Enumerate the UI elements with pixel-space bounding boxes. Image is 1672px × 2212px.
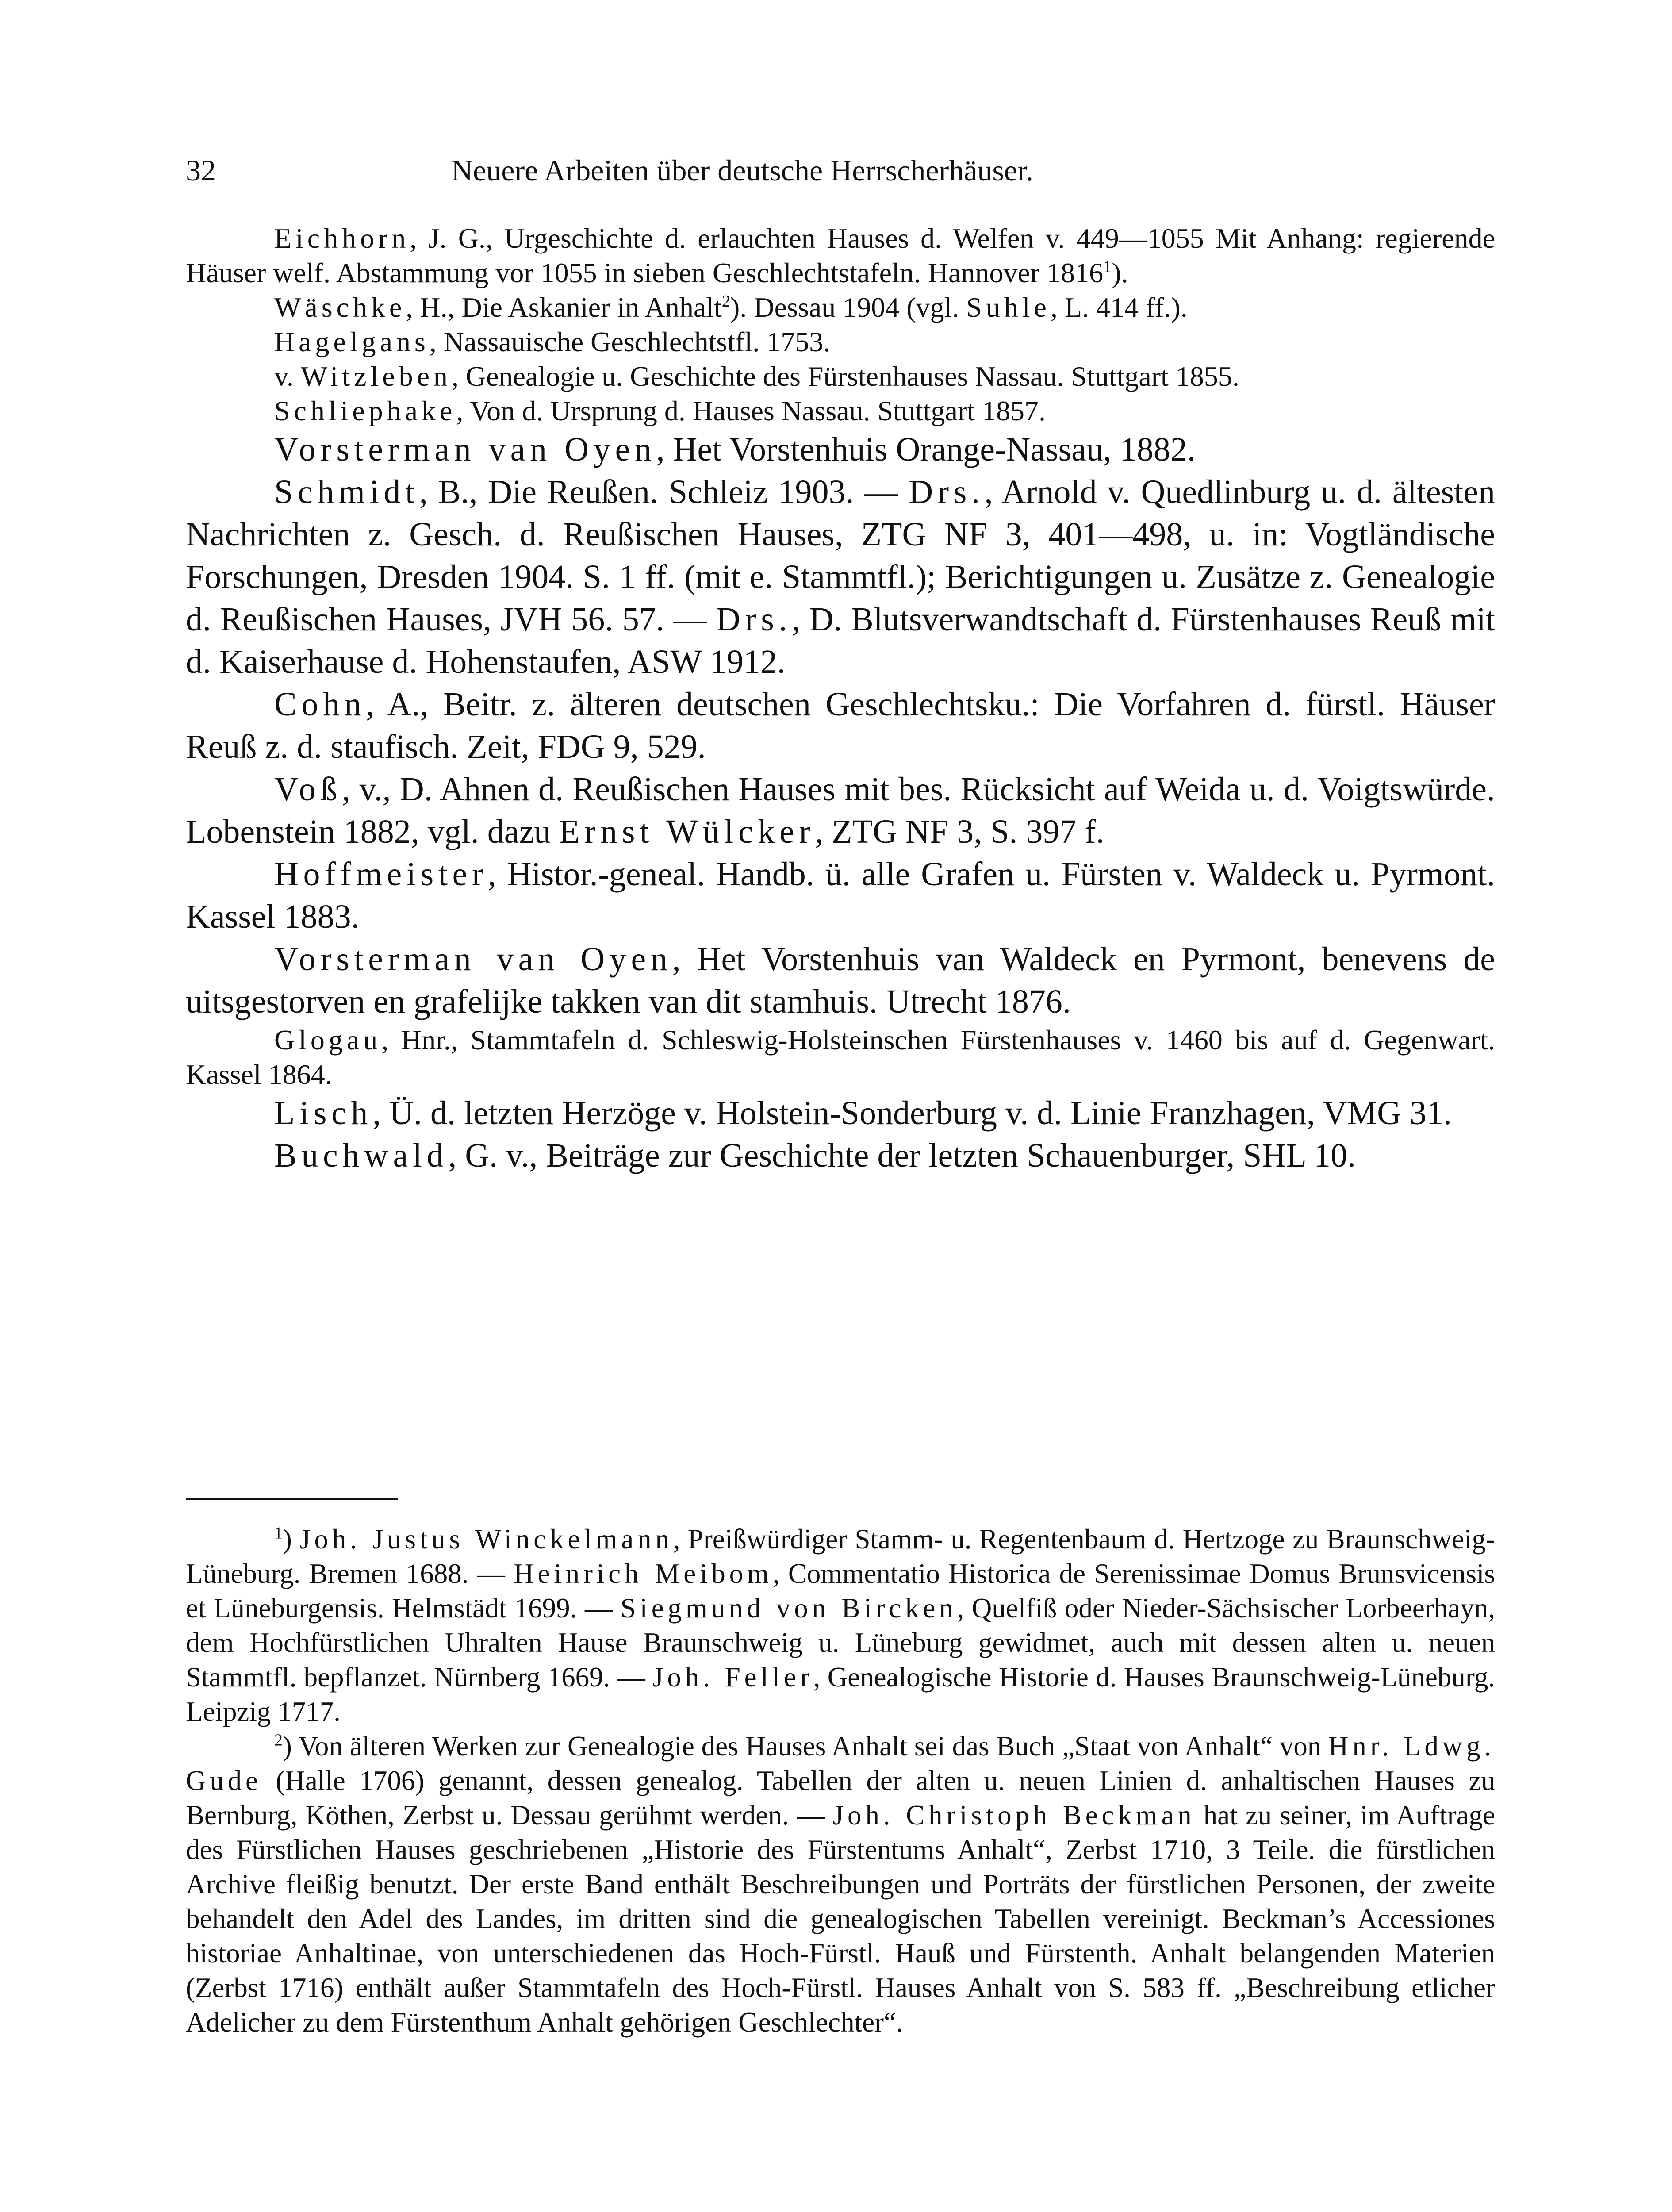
bibliography-entry — [186, 359, 1495, 394]
author-name: Hagelgans — [274, 326, 430, 357]
bibliography-entry — [186, 1023, 1495, 1092]
author-name: Hnr. Ldwg. Gude — [186, 1731, 1495, 1796]
author-name: Drs. — [909, 473, 985, 511]
bibliography-entry — [186, 471, 1495, 683]
footnote-marker: 2 — [274, 1731, 283, 1750]
footnote-text: , Quelfiß oder Nieder-Sächsischer Lorbeerhayn, dem Hochfürstlichen Uhralten Hause Braunschweig u. Lüneburg gewidmet, auch mit dessen alten u. neuen Stammtfl. bepflanzet. Nürnberg 1669. — — [186, 1593, 1495, 1693]
entry-text: , Histor.-geneal. Handb. ü. alle Grafen u. Fürsten v. Waldeck u. Pyrmont. Kassel 1883. — [186, 856, 1495, 935]
entry-text: , Het Vorstenhuis van Waldeck en Pyrmont, benevens de uitsgestorven en grafelijke takken van dit stamhuis. Utrecht 1876. — [186, 941, 1495, 1020]
author-name: Eichhorn — [274, 223, 410, 254]
entry-text: , v., D. Ahnen d. Reußischen Hauses mit bes. Rücksicht auf Weida u. d. Voigtswürde. Lobenstein 1882, vgl. dazu — [186, 771, 1495, 850]
entry-text: , Arnold v. Quedlinburg u. d. ältesten Nachrichten z. Gesch. d. Reußischen Hauses, ZTG NF 3, 401—498, u. in: Vogtländische Forschungen, Dresden 1904. S. 1 ff. (mit e. Stammtfl.); Berichtigungen u. Zusätze z. Genealogie d. Reußischen Hauses, JVH 56. 57. — — [186, 473, 1495, 638]
bibliography-entry — [186, 1134, 1495, 1177]
footnote-ref: 1 — [1103, 257, 1112, 276]
author-name: Voß — [274, 771, 342, 808]
footnote-marker: 1 — [274, 1524, 283, 1543]
footnotes — [186, 1522, 1495, 2039]
footnote-text: hat zu seiner, im Auftrage des Fürstlichen Hauses geschriebenen „Historie des Fürstentums Anhalt“, Zerbst 1710, 3 Teile. die fürstlichen Archive fleißig benutzt. Der erste Band enthält Beschreibungen und Porträts der fürstlichen Personen, der zweite behandelt den Adel des Landes, im dritten sind die genealogischen Tabellen vereinigt. Beckman’s Accessiones historiae Anhaltinae, von unterschiedenen das Hoch-Fürstl. Hauß und Fürstenth. Anhalt belangenden Materien (Zerbst 1716) enthält außer Stammtafeln des Hoch-Fürstl. Hauses Anhalt von S. 583 ff. „Beschreibung etlicher Adelicher zu dem Fürstenthum Anhalt gehörigen Geschlechter“. — [186, 1800, 1495, 2038]
footnote-text: , Genealogische Historie d. Hauses Braunschweig-Lüneburg. Leipzig 1717. — [186, 1662, 1495, 1727]
author-name: Siegmund von Bircken — [620, 1593, 957, 1624]
footnote-text: (Halle 1706) genannt, dessen genealog. Tabellen der alten u. neuen Linien d. anhaltischen Hauses zu Bernburg, Köthen, Zerbst u. Dessau gerühmt werden. — — [186, 1765, 1495, 1831]
author-name: Vorsterman van Oyen — [274, 431, 656, 468]
author-name: Glogau — [274, 1024, 382, 1056]
entry-text: , L. 414 ff.). — [1050, 292, 1188, 323]
entry-text: ). — [1112, 257, 1128, 288]
bibliography-entry — [186, 290, 1495, 325]
entry-text: , Genealogie u. Geschichte des Fürstenhauses Nassau. Stuttgart 1855. — [451, 361, 1239, 392]
running-title: Neuere Arbeiten über deutsche Herrscherhäuser. — [451, 154, 1033, 187]
entry-text: , A., Beitr. z. älteren deutschen Geschlechtsku.: Die Vorfahren d. fürstl. Häuser Reuß z. d. staufisch. Zeit, FDG 9, 529. — [186, 686, 1495, 765]
author-name: Joh. Justus Winckelmann — [299, 1524, 673, 1555]
author-name: Drs. — [716, 601, 792, 638]
author-name: Schliephake — [274, 395, 456, 426]
bibliography-entry — [186, 221, 1495, 290]
entry-text: , H., Die Askanier in Anhalt — [406, 292, 722, 323]
author-name: Hoffmeister — [274, 856, 488, 893]
entry-text: , J. G., Urgeschichte d. erlauchten Hauses d. Welfen v. 449—1055 Mit Anhang: regierende Häuser welf. Abstammung vor 1055 in sieben Geschlechtstafeln. Hannover 1816 — [186, 223, 1495, 288]
page-header — [186, 146, 1504, 195]
footnote-text: ) — [282, 1524, 300, 1555]
footnote-text: , Preißwürdiger Stamm- u. Regentenbaum d. Hertzoge zu Braunschweig-Lüneburg. Bremen 1688. — — [186, 1524, 1495, 1589]
entry-text: , Von d. Ursprung d. Hauses Nassau. Stuttgart 1857. — [456, 395, 1046, 426]
author-name: Lisch — [274, 1094, 373, 1132]
entry-text: , G. v., Beiträge zur Geschichte der letzten Schauenburger, SHL 10. — [448, 1137, 1356, 1174]
footnote — [186, 1522, 1495, 1729]
author-name: Cohn — [274, 686, 366, 723]
bibliography-entry — [186, 394, 1495, 428]
entry-text: , ZTG NF 3, S. 397 f. — [815, 813, 1104, 850]
author-name: Suhle — [966, 292, 1051, 323]
footnote-rule — [186, 1498, 398, 1500]
footnote-ref: 2 — [721, 292, 731, 311]
author-name: Wäschke — [274, 292, 406, 323]
page-number: 32 — [186, 154, 216, 187]
footnote-text: ) Von älteren Werken zur Genealogie des Hauses Anhalt sei das Buch „Staat von Anhalt“ von — [282, 1731, 1329, 1762]
bibliography-entry — [186, 1092, 1495, 1134]
bibliography-entry — [186, 325, 1495, 359]
entry-text: , Het Vorstenhuis Orange-Nassau, 1882. — [656, 431, 1196, 468]
footnote-text: , Commentatio Historica de Serenissimae Domus Brunsvicensis et Lüneburgensis. Helmstädt 1699. — — [186, 1558, 1496, 1624]
entry-text: , Ü. d. letzten Herzöge v. Holstein-Sonderburg v. d. Linie Franzhagen, VMG 31. — [372, 1094, 1452, 1132]
bibliography-entry — [186, 938, 1495, 1023]
author-name: Vorsterman van Oyen — [274, 941, 672, 978]
entry-text: , B., Die Reußen. Schleiz 1903. — — [419, 473, 909, 511]
bibliography-entry — [186, 768, 1495, 853]
name-prefix: v. — [274, 361, 301, 392]
bibliography-entry — [186, 853, 1495, 938]
author-name: Joh. Feller — [652, 1662, 813, 1693]
entry-text: , D. Blutsverwandtschaft d. Fürstenhauses Reuß mit d. Kaiserhause d. Hohenstaufen, ASW 1912. — [186, 601, 1495, 680]
author-name: Joh. Christoph Beckman — [832, 1800, 1196, 1831]
author-name: Witzleben — [300, 361, 452, 392]
author-name: Buchwald — [274, 1137, 449, 1174]
bibliography-entry — [186, 683, 1495, 768]
entry-text: , Nassauische Geschlechtstfl. 1753. — [429, 326, 831, 357]
bibliography-list — [186, 221, 1495, 1177]
entry-text: , Hnr., Stammtafeln d. Schleswig-Holsteinschen Fürstenhauses v. 1460 bis auf d. Gegenwart. Kassel 1864. — [186, 1024, 1495, 1090]
author-name: Ernst Wülcker — [559, 813, 815, 850]
bibliography-entry — [186, 428, 1495, 471]
footnote — [186, 1729, 1495, 2039]
author-name: Heinrich Meibom — [514, 1558, 773, 1589]
author-name: Schmidt — [274, 473, 419, 511]
entry-text: ). Dessau 1904 (vgl. — [730, 292, 966, 323]
